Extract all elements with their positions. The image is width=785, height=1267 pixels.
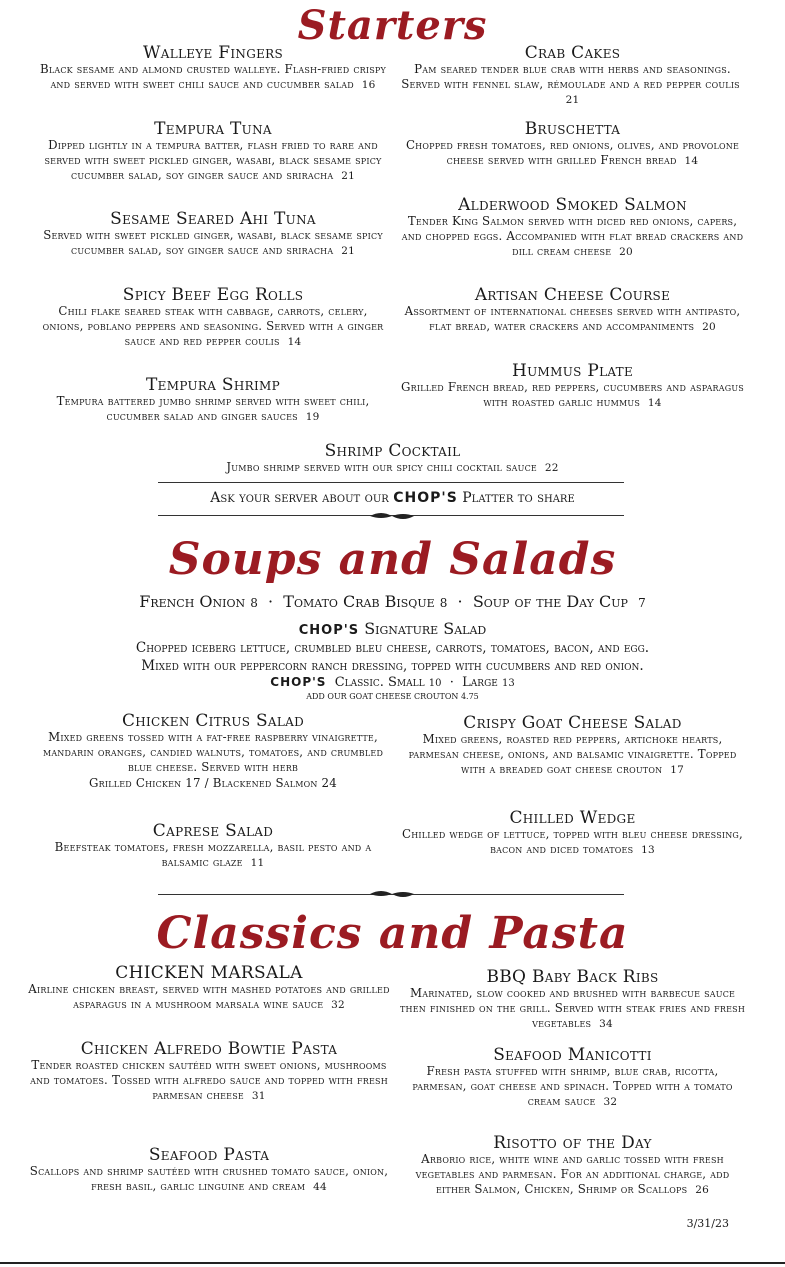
item-price: 31: [251, 1090, 266, 1103]
starters-title: Starters: [297, 2, 488, 49]
item-name: Spicy Beef Egg Rolls: [122, 285, 304, 305]
item-price: 14: [684, 155, 699, 168]
item-price: 32: [603, 1096, 618, 1109]
item-desc: Chili flake seared steak with cabbage, carrots, celery, onions, poblano peppers and seasoning. Served with a ginger sauce and red pepper coulis 14: [42, 304, 384, 349]
item-desc: Served with sweet pickled ginger, wasabi, black sesame spicy cucumber salad, soy ginger sauce and sriracha 21: [43, 228, 383, 258]
menu-item: [400, 44, 745, 110]
item-name: Chilled Wedge: [509, 808, 636, 828]
menu-item: [400, 809, 745, 858]
item-price: 21: [341, 245, 355, 258]
classics-title: Classics and Pasta: [156, 908, 629, 959]
brand-logo: CHOP'S: [270, 675, 327, 689]
item-name: Seafood Manicotti: [493, 1045, 652, 1065]
menu-item: [400, 1046, 745, 1124]
menu-item: [400, 362, 745, 411]
item-desc: Tempura battered jumbo shrimp served with sweet chili, cucumber salad and ginger sauces 19: [56, 394, 370, 424]
item-price: 21: [565, 94, 580, 107]
item-name: Seafood Pasta: [148, 1145, 270, 1165]
item-extra: Grilled Chicken 17 / Blackened Salmon 24: [89, 775, 337, 790]
item-desc: Assortment of international cheeses served with antipasto, flat bread, water crackers and accompaniments 20: [404, 304, 741, 334]
bottom-border: [0, 1262, 785, 1264]
item-name: Chicken Citrus Salad: [121, 711, 305, 731]
item-desc: Marinated, slow cooked and brushed with barbecue sauce then finished on the grill. Served with steak fries and fresh vegetables 34: [400, 986, 746, 1031]
item-price: 11: [250, 857, 265, 870]
item-name: Artisan Cheese Course: [474, 285, 671, 305]
item-desc: Beefsteak tomatoes, fresh mozzarella, basil pesto and a balsamic glaze 11: [54, 840, 372, 870]
item-price: 21: [341, 170, 355, 183]
menu-item: [400, 120, 745, 186]
menu-item: [28, 1040, 390, 1136]
menu-item: [38, 120, 388, 200]
starters-center-item: [0, 442, 785, 476]
item-price: 20: [619, 246, 633, 259]
platter-note: Ask your server about our CHOP'S Platter to share: [210, 490, 575, 506]
item-desc: Airline chicken breast, served with mashed potatoes and grilled asparagus in a mushroom marsala wine sauce 32: [28, 982, 390, 1012]
item-name: Chicken Alfredo Bowtie Pasta: [80, 1039, 338, 1059]
item-price: 14: [647, 397, 662, 410]
menu-item: [400, 1134, 745, 1199]
classics-right-column: [400, 968, 745, 1209]
soups-line: French Onion 8 · Tomato Crab Bisque 8 · Soup of the Day Cup 7: [139, 592, 646, 611]
item-price: 13: [641, 844, 655, 857]
signature-addon: ADD OUR GOAT CHEESE CROUTON 4.75: [306, 692, 479, 701]
item-name: Bruschetta: [524, 119, 621, 139]
item-desc: Chopped fresh tomatoes, red onions, olives, and provolone cheese served with grilled French bread 14: [405, 138, 740, 168]
menu-item: [400, 714, 745, 799]
item-name: Tempura Tuna: [154, 119, 272, 139]
item-price: 20: [702, 321, 716, 334]
item-desc: Scallops and shrimp sautéed with crushed tomato sauce, onion, fresh basil, garlic linguine and cream 44: [29, 1164, 389, 1194]
item-name: Risotto of the Day: [493, 1133, 652, 1153]
menu-item: [400, 196, 745, 276]
item-price: 26: [695, 1184, 709, 1197]
item-desc: Black sesame and almond crusted walleye. Flash-fried crispy and served with sweet chili sauce and cucumber salad 16: [39, 62, 386, 92]
signature-salad-desc: Chopped iceberg lettuce, crumbled bleu cheese, carrots, tomatoes, bacon, and egg. Mixed with our peppercorn ranch dressing, topped with cucumbers and red onion.: [135, 640, 650, 674]
starters-left-column: [38, 44, 388, 435]
item-name: Walleye Fingers: [142, 43, 284, 63]
item-name: Crab Cakes: [524, 43, 621, 63]
item-name: BBQ Baby Back Ribs: [486, 967, 659, 987]
menu-date: 3/31/23: [686, 1217, 729, 1230]
item-name: CHICKEN MARSALA: [115, 963, 303, 983]
item-desc: Chilled wedge of lettuce, topped with bleu cheese dressing, bacon and diced tomatoes 13: [402, 827, 743, 857]
menu-item: [38, 44, 388, 110]
item-name: Sesame Seared Ahi Tuna: [110, 209, 316, 229]
brand-logo: CHOP'S: [393, 490, 458, 506]
menu-item: [28, 964, 390, 1030]
item-desc: Grilled French bread, red peppers, cucumbers and asparagus with roasted garlic hummus 14: [401, 380, 744, 410]
brand-logo: CHOP'S: [298, 623, 360, 638]
ornament-icon: [370, 510, 414, 522]
item-price: 44: [313, 1181, 327, 1194]
item-desc: Tender roasted chicken sautéed with sweet onions, mushrooms and tomatoes. Tossed with alfredo sauce and topped with fresh parmesan cheese 31: [30, 1058, 388, 1103]
menu-item: [38, 210, 388, 276]
menu-item: [38, 286, 388, 366]
item-price: 14: [287, 336, 302, 349]
soups-left-column: [36, 712, 390, 881]
menu-item: [400, 286, 745, 352]
signature-salad-sizes: CHOP'S Classic. Small 10 · Large 13: [270, 675, 515, 690]
ornament-icon: [370, 888, 414, 900]
item-name: Crispy Goat Cheese Salad: [463, 713, 682, 733]
signature-salad-title: CHOP'S Signature Salad: [298, 619, 487, 638]
item-name: Shrimp Cocktail: [324, 441, 461, 461]
menu-item: [38, 376, 388, 425]
soups-title: Soups and Salads: [168, 534, 617, 585]
item-desc: Mixed greens tossed with a fat-free raspberry vinaigrette, mandarin oranges, candied walnuts, tomatoes, and crumbled blue cheese. Served with herb: [42, 730, 384, 775]
classics-left-column: [28, 964, 390, 1205]
item-desc: Fresh pasta stuffed with shrimp, blue crab, ricotta, parmesan, goat cheese and spinach. Topped with a tomato cream sauce 32: [412, 1064, 733, 1109]
item-desc: Tender King Salmon served with diced red onions, capers, and chopped eggs. Accompanied with flat bread crackers and dill cream cheese 20: [401, 214, 744, 259]
soups-right-column: [400, 714, 745, 868]
item-desc: Jumbo shrimp served with our spicy chili cocktail sauce 22: [226, 460, 559, 474]
item-desc: Mixed greens, roasted red peppers, artichoke hearts, parmesan cheese, onions, and balsamic vinaigrette. Topped with a breaded goat cheese crouton 17: [408, 732, 737, 777]
item-name: Caprese Salad: [152, 821, 274, 841]
item-price: 17: [670, 764, 684, 777]
menu-item: [36, 822, 390, 871]
menu-item: [400, 968, 745, 1036]
item-price: 16: [361, 79, 376, 92]
item-price: 22: [544, 462, 559, 474]
item-name: Tempura Shrimp: [146, 375, 280, 395]
item-price: 32: [331, 999, 345, 1012]
menu-item: [28, 1146, 390, 1195]
menu-item: [36, 712, 390, 812]
item-desc: Arborio rice, white wine and garlic tossed with fresh vegetables and parmesan. For an additional charge, add either Salmon, Chicken, Shrimp or Scallops 26: [415, 1152, 730, 1197]
item-name: Alderwood Smoked Salmon: [458, 195, 687, 215]
starters-right-column: [400, 44, 745, 421]
divider: [158, 482, 624, 483]
item-name: Hummus Plate: [511, 361, 634, 381]
item-price: 19: [305, 411, 320, 424]
item-desc: Pam seared tender blue crab with herbs and seasonings. Served with fennel slaw, rémoulade and a red pepper coulis 21: [401, 62, 740, 107]
item-desc: Dipped lightly in a tempura batter, flash fried to rare and served with sweet pickled ginger, wasabi, black sesame spicy cucumber salad, soy ginger sauce and sriracha 21: [44, 138, 382, 183]
item-price: 34: [599, 1018, 613, 1031]
